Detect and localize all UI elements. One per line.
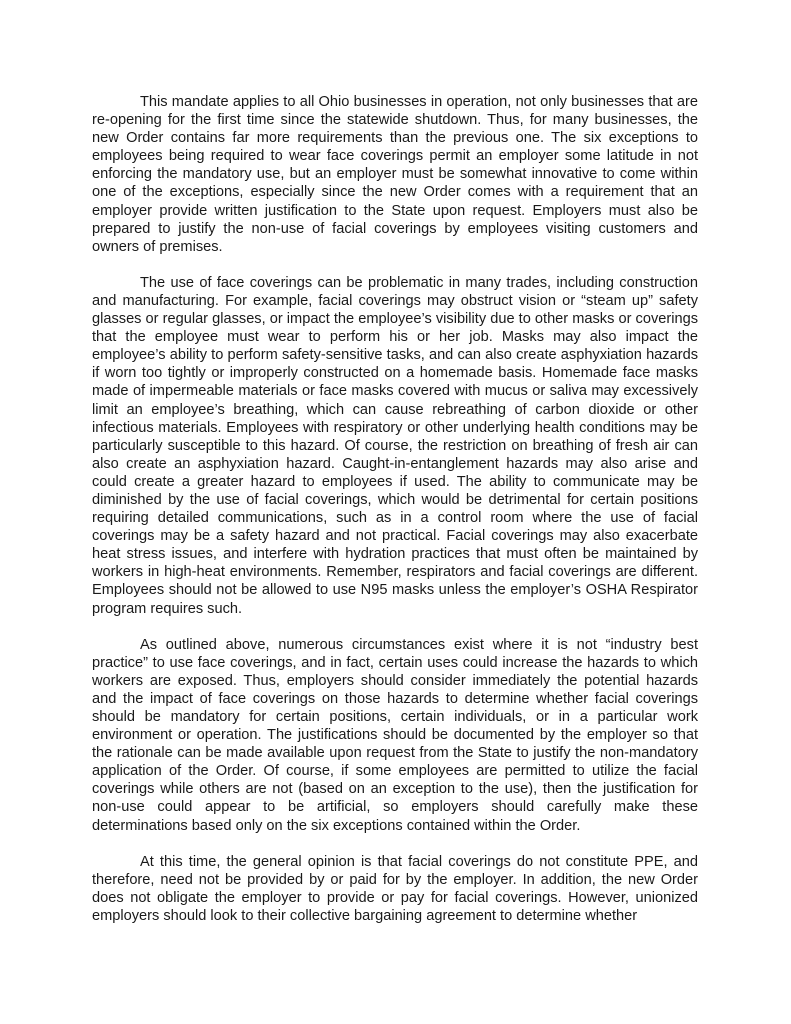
paragraph-industry-best-practice: As outlined above, numerous circumstances exist where it is not “industry best practice” to use face coverings, and in fact, certain uses could increase the hazards to which workers are exposed. Thus, employers should consider immediately the potential hazards and the impact of face coverings on those hazards to determine whether facial coverings should be mandatory for certain positions, certain individuals, or in a particular work environment or operation. The justifications should be documented by the employer so that the rationale can be made available upon request from the State to justify the non-mandatory application of the Order. Of course, if some employees are permitted to utilize the facial coverings while others are not (based on an exception to the use), then the justification for non-use could appear to be artificial, so employers should carefully make these determinations based only on the six exceptions contained within the Order. (92, 636, 698, 834)
paragraph-ppe-opinion: At this time, the general opinion is that facial coverings do not constitute PPE, and therefore, need not be provided by or paid for by the employer. In addition, the new Order does not obligate the employer to provide or pay for facial coverings. However, unionized employers should look to their collective bargaining agreement to determine whether (92, 853, 698, 924)
paragraph-ohio-mandate: This mandate applies to all Ohio businesses in operation, not only businesses that are re-opening for the first time since the statewide shutdown. Thus, for many businesses, the new Order contains far more requirements than the previous one. The six exceptions to employees being required to wear face coverings permit an employer some latitude in not enforcing the mandatory use, but an employer must be somewhat innovative to come within one of the exceptions, especially since the new Order comes with a requirement that an employer provide written justification to the State upon request. Employers must also be prepared to justify the non-use of facial coverings by employees visiting customers and owners of premises. (92, 94, 698, 255)
paragraph-face-covering-hazards: The use of face coverings can be problematic in many trades, including construction and manufacturing. For example, facial coverings may obstruct vision or “steam up” safety glasses or regular glasses, or impact the employee’s visibility due to other masks or coverings that the employee must wear to perform his or her job. Masks may also impact the employee’s ability to perform safety-sensitive tasks, and can also create asphyxiation hazards if worn too tightly or improperly constructed on a homemade basis. Homemade face masks made of impermeable materials or face masks covered with mucus or saliva may excessively limit an employee’s breathing, which can cause rebreathing of carbon dioxide or other infectious materials. Employees with respiratory or other underlying health conditions may be particularly susceptible to this hazard. Of course, the restriction on breathing of fresh air can also create an asphyxiation hazard. Caught-in-entanglement hazards may also arise and could create a greater hazard to employees if used. The ability to communicate may be diminished by the use of facial coverings, which would be detrimental for certain positions requiring detailed communications, such as in a control room where the use of facial coverings may be a safety hazard and not practical. Facial coverings may also exacerbate heat stress issues, and interfere with hydration practices that must often be maintained by workers in high-heat environments. Remember, respirators and facial coverings are different. Employees should not be allowed to use N95 masks unless the employer’s OSHA Respirator program requires such. (92, 274, 698, 617)
document-page (92, 93, 698, 925)
